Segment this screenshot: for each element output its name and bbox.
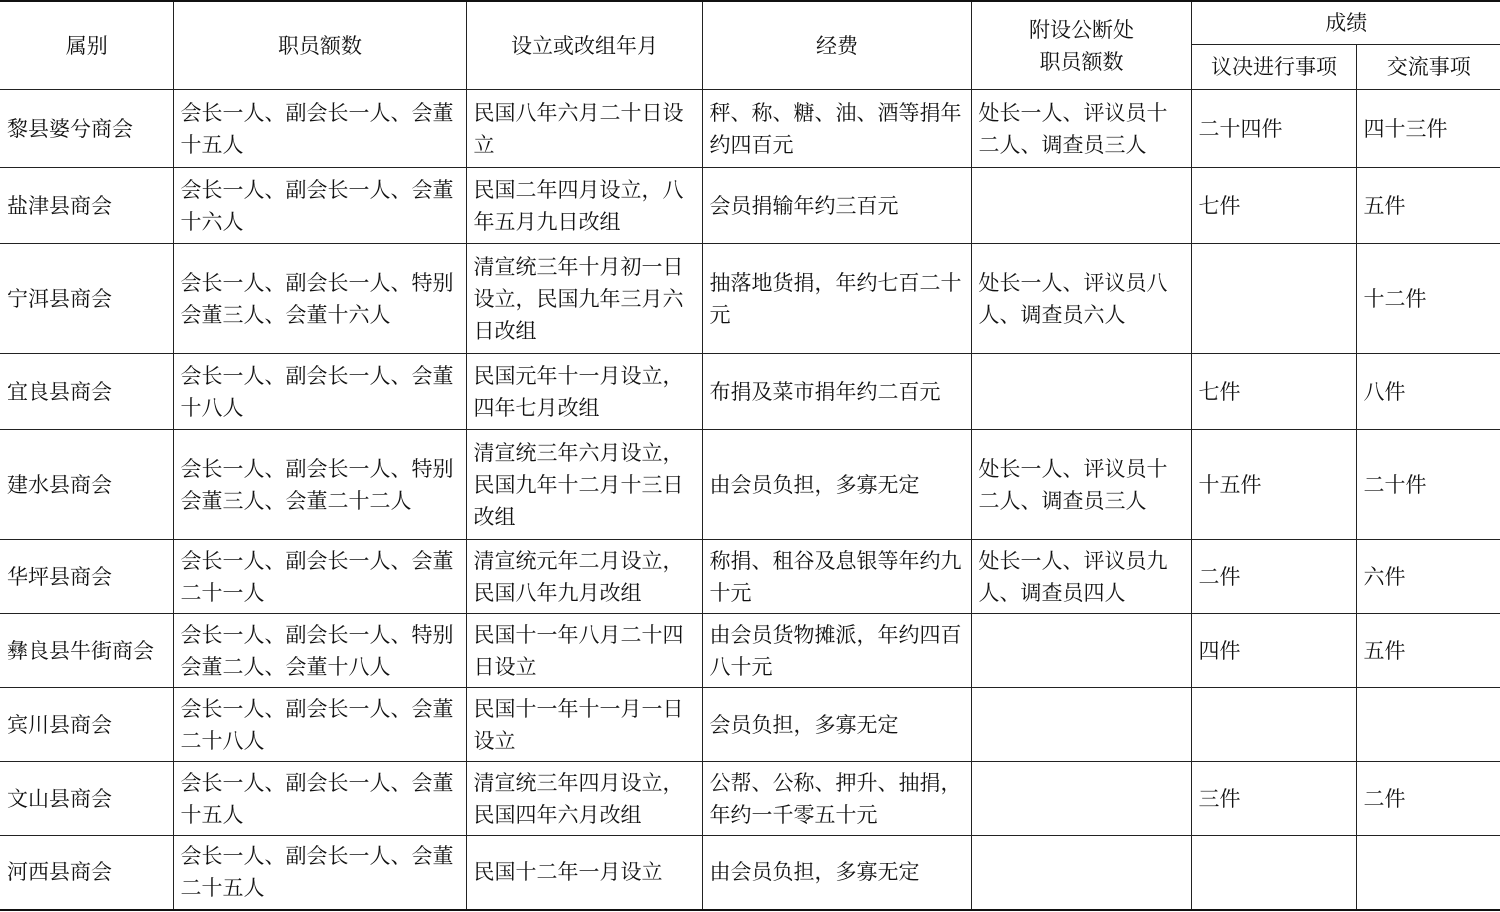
cell-exchanged: 五件 — [1356, 614, 1500, 688]
cell-arbitration — [971, 354, 1191, 430]
cell-exchanged: 四十三件 — [1356, 90, 1500, 168]
cell-staff: 会长一人、副会长一人、特别会董三人、会董十六人 — [173, 244, 466, 354]
cell-resolved: 二十四件 — [1191, 90, 1356, 168]
cell-arbitration — [971, 614, 1191, 688]
cell-established: 民国元年十一月设立，四年七月改组 — [466, 354, 702, 430]
cell-exchanged — [1356, 836, 1500, 910]
cell-funding: 称捐、租谷及息银等年约九十元 — [702, 540, 971, 614]
cell-resolved: 七件 — [1191, 168, 1356, 244]
cell-funding: 由会员货物摊派，年约四百八十元 — [702, 614, 971, 688]
cell-staff: 会长一人、副会长一人、会董十五人 — [173, 90, 466, 168]
cell-arbitration: 处长一人、评议员八人、调查员六人 — [971, 244, 1191, 354]
table-row — [0, 762, 1500, 836]
cell-funding: 会员捐输年约三百元 — [702, 168, 971, 244]
cell-category: 宜良县商会 — [0, 354, 173, 430]
table-row — [0, 836, 1500, 910]
cell-resolved: 四件 — [1191, 614, 1356, 688]
cell-funding: 由会员负担，多寡无定 — [702, 430, 971, 540]
table-row — [0, 614, 1500, 688]
cell-category: 盐津县商会 — [0, 168, 173, 244]
cell-established: 民国十二年一月设立 — [466, 836, 702, 910]
cell-established: 民国八年六月二十日设立 — [466, 90, 702, 168]
cell-established: 清宣统三年四月设立，民国四年六月改组 — [466, 762, 702, 836]
table-row — [0, 430, 1500, 540]
header-arbitration-line2: 职员额数 — [1039, 49, 1124, 74]
cell-established: 民国十一年十一月一日设立 — [466, 688, 702, 762]
cell-staff: 会长一人、副会长一人、会董十五人 — [173, 762, 466, 836]
cell-exchanged: 五件 — [1356, 168, 1500, 244]
cell-resolved — [1191, 836, 1356, 910]
cell-exchanged: 六件 — [1356, 540, 1500, 614]
cell-funding: 抽落地货捐，年约七百二十元 — [702, 244, 971, 354]
cell-exchanged: 二件 — [1356, 762, 1500, 836]
cell-category: 彝良县牛街商会 — [0, 614, 173, 688]
cell-funding: 由会员负担，多寡无定 — [702, 836, 971, 910]
cell-category: 华坪县商会 — [0, 540, 173, 614]
cell-established: 清宣统元年二月设立，民国八年九月改组 — [466, 540, 702, 614]
cell-category: 河西县商会 — [0, 836, 173, 910]
header-resolved: 议决进行事项 — [1191, 45, 1356, 90]
header-results: 成绩 — [1191, 1, 1500, 45]
header-category: 属别 — [0, 1, 173, 90]
cell-resolved: 二件 — [1191, 540, 1356, 614]
cell-funding: 会员负担，多寡无定 — [702, 688, 971, 762]
cell-staff: 会长一人、副会长一人、会董二十一人 — [173, 540, 466, 614]
cell-established: 民国二年四月设立，八年五月九日改组 — [466, 168, 702, 244]
cell-category: 宁洱县商会 — [0, 244, 173, 354]
cell-resolved — [1191, 244, 1356, 354]
cell-arbitration: 处长一人、评议员十二人、调查员三人 — [971, 430, 1191, 540]
cell-staff: 会长一人、副会长一人、特别会董二人、会董十八人 — [173, 614, 466, 688]
cell-exchanged — [1356, 688, 1500, 762]
cell-arbitration — [971, 688, 1191, 762]
table-row — [0, 168, 1500, 244]
header-exchanged: 交流事项 — [1356, 45, 1500, 90]
cell-established: 清宣统三年六月设立，民国九年十二月十三日改组 — [466, 430, 702, 540]
cell-funding: 布捐及菜市捐年约二百元 — [702, 354, 971, 430]
cell-category: 宾川县商会 — [0, 688, 173, 762]
cell-established: 民国十一年八月二十四日设立 — [466, 614, 702, 688]
header-arbitration-line1: 附设公断处 — [1029, 17, 1134, 42]
cell-resolved: 三件 — [1191, 762, 1356, 836]
cell-staff: 会长一人、副会长一人、特别会董三人、会董二十二人 — [173, 430, 466, 540]
cell-staff: 会长一人、副会长一人、会董二十八人 — [173, 688, 466, 762]
cell-resolved: 十五件 — [1191, 430, 1356, 540]
table-row — [0, 90, 1500, 168]
cell-staff: 会长一人、副会长一人、会董十八人 — [173, 354, 466, 430]
cell-exchanged: 八件 — [1356, 354, 1500, 430]
header-staff: 职员额数 — [173, 1, 466, 90]
cell-exchanged: 十二件 — [1356, 244, 1500, 354]
cell-resolved: 七件 — [1191, 354, 1356, 430]
cell-arbitration: 处长一人、评议员十二人、调查员三人 — [971, 90, 1191, 168]
cell-staff: 会长一人、副会长一人、会董十六人 — [173, 168, 466, 244]
table-row — [0, 354, 1500, 430]
header-row-1 — [0, 1, 1500, 45]
cell-funding: 公帮、公称、押升、抽捐，年约一千零五十元 — [702, 762, 971, 836]
cell-arbitration — [971, 762, 1191, 836]
cell-arbitration — [971, 168, 1191, 244]
cell-staff: 会长一人、副会长一人、会董二十五人 — [173, 836, 466, 910]
cell-category: 建水县商会 — [0, 430, 173, 540]
cell-funding: 秤、称、糖、油、酒等捐年约四百元 — [702, 90, 971, 168]
cell-established: 清宣统三年十月初一日设立，民国九年三月六日改组 — [466, 244, 702, 354]
cell-arbitration — [971, 836, 1191, 910]
cell-exchanged: 二十件 — [1356, 430, 1500, 540]
cell-resolved — [1191, 688, 1356, 762]
header-arbitration — [971, 1, 1191, 90]
header-established: 设立或改组年月 — [466, 1, 702, 90]
table-row — [0, 244, 1500, 354]
table-header — [0, 1, 1500, 90]
table-row — [0, 540, 1500, 614]
header-funding: 经费 — [702, 1, 971, 90]
table-body — [0, 90, 1500, 910]
table-row — [0, 688, 1500, 762]
cell-category: 文山县商会 — [0, 762, 173, 836]
cell-arbitration: 处长一人、评议员九人、调查员四人 — [971, 540, 1191, 614]
cell-category: 黎县婆兮商会 — [0, 90, 173, 168]
